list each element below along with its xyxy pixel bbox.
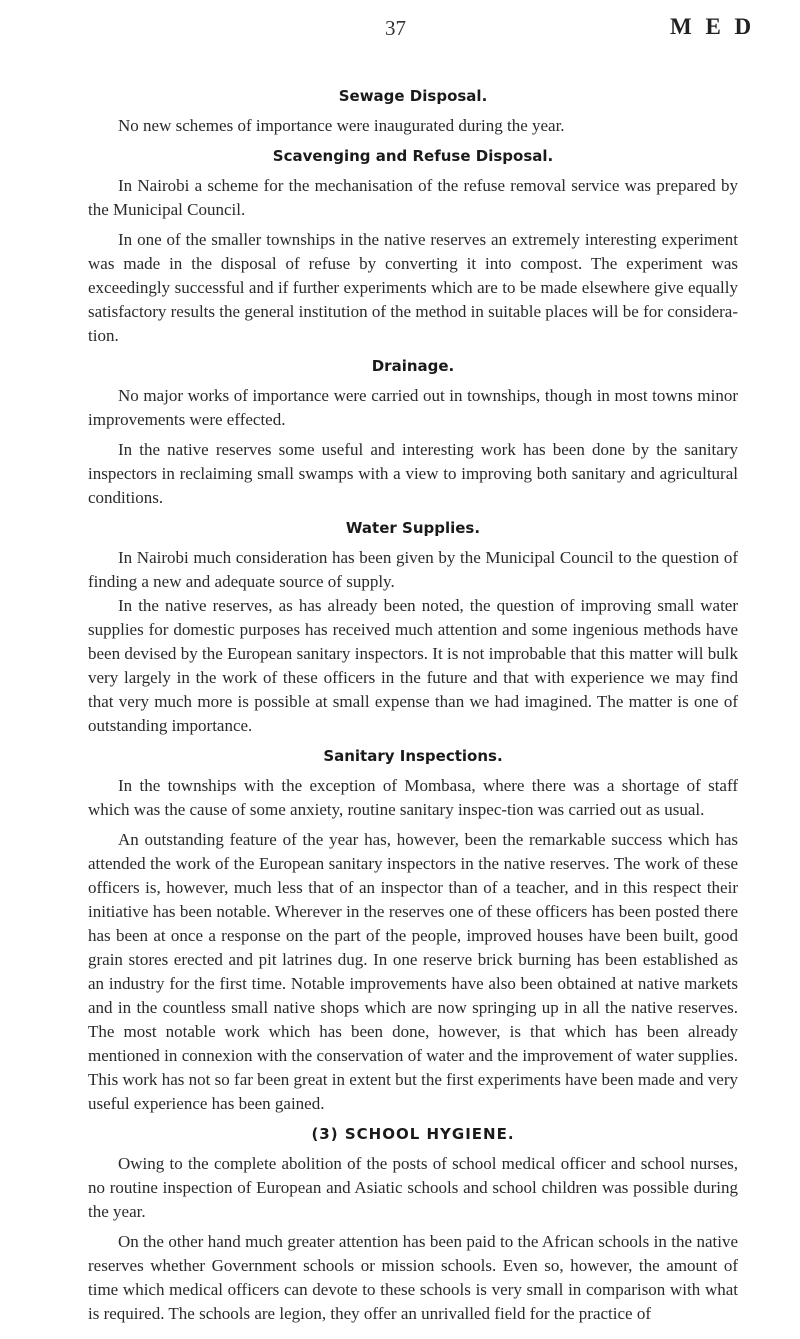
paragraph: In Nairobi much consideration has been given by the Municipal Council to the question of finding a new and adequate source of supply. — [88, 548, 738, 591]
heading-water-supplies: Water Supplies. — [345, 519, 481, 537]
paragraph: In the native reserves, as has already been noted, the question of improving small water supplies for domestic purposes has received much attention and some ingenious methods have been devised by the European sanitary inspectors. It is not improbable that this matter will bulk very largely in the work of these officers in the future and that with experience we may find that very much more is possible at small expense than we had imagined. The matter is one of outstanding importance. — [88, 596, 738, 735]
paragraph: In Nairobi a scheme for the mechanisation of the refuse removal service was prepared by the Municipal Council. — [88, 176, 738, 219]
page-code: M E D — [670, 14, 756, 39]
paragraph: No major works of importance were carried out in townships, though in most towns minor improvements were effected. — [88, 386, 738, 429]
paragraph: An outstanding feature of the year has, however, been the remarkable success which has attended the work of the European sanitary inspectors in the native reserves. The work of these officers is, however, much less that of an inspector than of a teacher, and in this respect their initiative has been notable. Wherever in the reserves one of these officers has been posted there has been at once a response on the part of the people, improved houses have been built, good grain stores erected and pit latrines dug. In one reserve brick burning has been established as an industry for the first time. Notable improvements have also been obtained at native markets and in the countless small native shops which are now springing up in all the native reserves. The most notable work which has been done, however, is that which has been already mentioned in connexion with the conservation of water and the improvement of water supplies. This work has not so far been great in extent but the first experiments have been made and very useful experience has been gained. — [88, 830, 738, 1113]
section-scavenging — [88, 144, 738, 348]
heading-sewage-disposal: Sewage Disposal. — [338, 87, 488, 105]
page-number: 37 — [385, 16, 406, 40]
heading-sanitary-inspections: Sanitary Inspections. — [323, 747, 503, 765]
section-sewage-disposal — [88, 84, 738, 138]
section-school-hygiene — [88, 1122, 738, 1326]
heading-school-hygiene: (3) SCHOOL HYGIENE. — [311, 1125, 515, 1143]
paragraph: Owing to the complete abolition of the posts of school medical officer and school nurses, no routine inspection of European and Asiatic schools and school children was possible during the year. — [88, 1154, 738, 1221]
paragraph: In the native reserves some useful and interesting work has been done by the sanitary inspectors in reclaiming small swamps with a view to improving both sanitary and agricultural conditions. — [88, 440, 738, 507]
paragraph: No new schemes of importance were inaugurated during the year. — [118, 116, 565, 135]
heading-drainage: Drainage. — [371, 357, 455, 375]
paragraph: In one of the smaller townships in the native reserves an extremely interesting experiment was made in the disposal of refuse by converting it into compost. The experiment was exceedingly successful and if further experiments which are to be made elsewhere give equally satisfactory results the general institution of the method in suitable places will be for considera-tion. — [88, 230, 738, 345]
document-body — [88, 84, 738, 1332]
section-drainage — [88, 354, 738, 510]
paragraph: In the townships with the exception of Mombasa, where there was a shortage of staff which was the cause of some anxiety, routine sanitary inspec-tion was carried out as usual. — [88, 776, 738, 819]
section-water-supplies — [88, 516, 738, 738]
section-sanitary-inspections — [88, 744, 738, 1116]
heading-scavenging: Scavenging and Refuse Disposal. — [272, 147, 554, 165]
paragraph: On the other hand much greater attention has been paid to the African schools in the native reserves whether Government schools or mission schools. Even so, however, the amount of time which medical officers can devote to these schools is very small in comparison with what is required. The schools are legion, they offer an unrivalled field for the practice of — [88, 1232, 738, 1323]
